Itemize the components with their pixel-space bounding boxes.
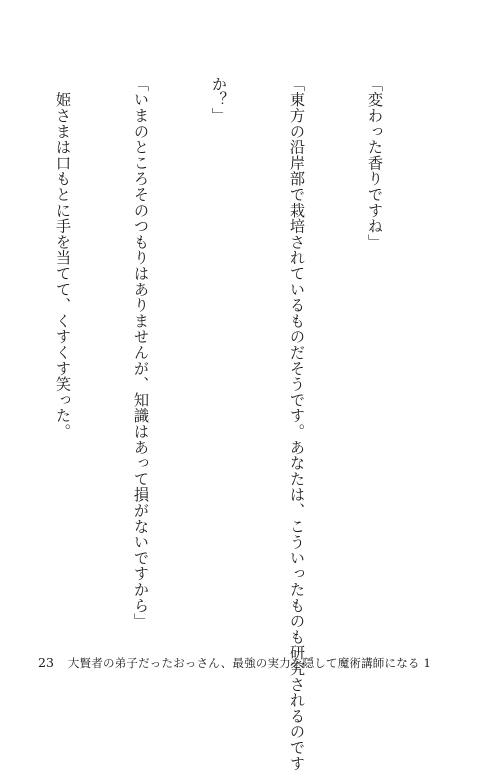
body-line-5: 姫さまは口もとに手を当てて、くすくす笑った。 <box>54 76 72 440</box>
page-number: 23 <box>38 655 54 670</box>
page-footer <box>38 655 431 671</box>
body-line-4: 「いまのところそのつもりはありませんが、知識はあって損がないですから」 <box>132 76 150 629</box>
body-line-1: 「変わった香りですね」 <box>366 76 384 250</box>
body-line-2: 「東方の沿岸部で栽培されているものだそうです。あなたは、こういったものも研究されるのです <box>288 76 306 771</box>
running-title: 大賢者の弟子だったおっさん、最強の実力を隠して魔術講師になる 1 <box>67 656 431 670</box>
body-line-3: か？」 <box>210 76 228 124</box>
